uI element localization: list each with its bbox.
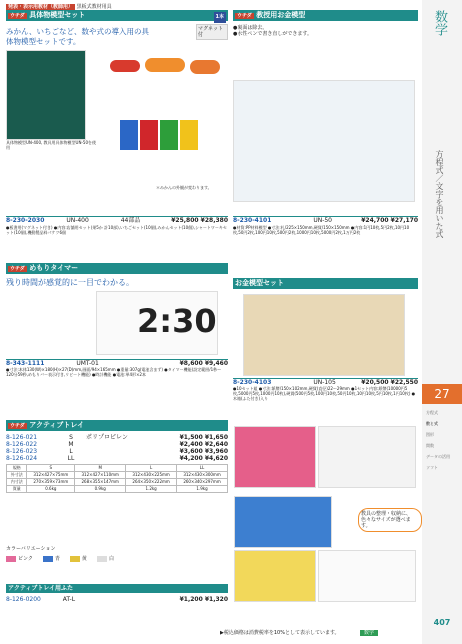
tag-badge: 1本	[214, 12, 226, 23]
spec-desc: ●寸法:本体130(W)×180(H)×27(D)mm,画面/94×165mm ●重量:307g(電池含まず) ●タイマー機能(設定範囲/1秒〜120分59秒,めもりバー表示付き,リピート機能) ●時計機能 ●電池:単4形×2本	[6, 367, 222, 377]
spec-desc: ●板書用(マグネット付き) ●内容:店舗用セット(果5か 計10部),いちごセット(10個),みかんセット(10個),シャートワーキセット(10個),機動製品料パケツ6個	[6, 225, 227, 235]
section-memory-timer	[6, 263, 228, 393]
note: ＊みかんの外観が変わります。	[156, 185, 212, 190]
lid-price-row: 8-126-0200 AT-L ¥1,200 ¥1,320	[6, 596, 228, 603]
price-row: 8-230-2030 UN-400 44部品 ¥25,800 ¥28,380	[6, 217, 228, 224]
fruit-photo	[90, 50, 228, 180]
sidebar-item[interactable]: 方程式	[426, 410, 438, 415]
price-row: 8-230-4101 UN-50 ¥24,700 ¥27,170	[233, 217, 418, 224]
color-swatches: ピンク 青 黄 白	[6, 556, 114, 562]
sidebar-item[interactable]: 関数	[426, 443, 434, 448]
timer-display: 2:30	[137, 302, 217, 340]
sidebar-item[interactable]: 数と式	[426, 421, 438, 426]
brand-logo: ウチダ	[10, 266, 25, 272]
top-note: 発表・表示用教材（教師用） 黒板式教材用具	[8, 4, 112, 10]
sidebar-category: 方程式／文字を用いた式	[435, 150, 444, 238]
price-row: 8-230-4103 UN-105 ¥20,500 ¥22,550	[233, 379, 418, 386]
spec-desc: ●10セット組 ●寸法:紙幣/150×102mm,硬貨(直径)22〜29mm ●1セット内容:紙幣(10000円5枚,5000円5枚,1000円10枚),硬貨(500円5枚,100円10枚,50円10枚,10円10枚,5円10枚,1円10枚) ●木箱(ふた付き)入り	[233, 386, 416, 401]
section-tab[interactable]: 27	[422, 384, 462, 404]
section-money-model	[233, 10, 418, 260]
timer-photo	[96, 291, 218, 355]
page-number: 407	[433, 618, 451, 627]
spec-table: 規格 S M L LL 外寸法 312×427×75mm 312×427×110mm 312×430×225mm 312×430×300mm 内寸法 270×359×73mm 268×355×147mm 264×350×222mm 260×340×297mm 質量 0.6kg 0.9kg 1.2kg 1.9kg	[6, 464, 228, 493]
section-active-tray	[6, 420, 418, 635]
lid-title: アクティブトレイ用ふた	[6, 584, 228, 593]
footer-label: 数学	[360, 630, 378, 636]
sidebar	[422, 0, 462, 644]
board-photo	[6, 50, 86, 140]
section-subtitle: みかん、いちごなど、数や式の導入用の具体物模型セットです。	[6, 27, 149, 46]
tray-photo-white	[318, 426, 416, 488]
brand-logo: ウチダ	[10, 423, 25, 429]
section-title: 教授用お金模型	[256, 11, 306, 19]
brand-logo: ウチダ	[237, 13, 252, 19]
section-money-set	[233, 278, 418, 401]
tray-photo-pink	[234, 426, 316, 488]
brand-logo: ウチダ	[10, 13, 25, 19]
color-label: カラーバリエーション	[6, 546, 56, 552]
tray-photo-blue	[234, 496, 332, 548]
sidebar-item[interactable]: データの活用	[426, 454, 450, 459]
tray-photo-yellow	[234, 550, 316, 602]
money-photo	[233, 80, 415, 202]
sidebar-menu	[426, 410, 450, 476]
section-subtitle: 残り時間が感覚的に一目でわかる。	[6, 278, 134, 287]
section-title: めもりタイマー	[29, 264, 79, 272]
photo-caption: 具体物模型UN-400, 教具用具体物模型UN-50を使用	[6, 140, 96, 150]
spec-desc: ●材質:PP材料模型 ●寸法:札/225×150mm,硬貨/150×150mm ●内容:1円10枚,5円2枚,10円10枚,50円2枚,100円10枚,500円2枚,1000円10枚,5000円2枚,1万円2枚	[233, 225, 410, 235]
sidebar-title: 数学	[432, 10, 447, 36]
section-specimen-model	[6, 10, 228, 250]
magnet-label: マグネット付	[196, 24, 228, 40]
sidebar-item[interactable]: 図形	[426, 432, 434, 437]
money-set-photo	[243, 294, 405, 376]
price-list: 8-126-021 S ポリプロピレン ¥1,500 ¥1,650 8-126-022 M ¥2,400 ¥2,640 8-126-023 L ¥3,600 ¥3,960 8-126-024 LL ¥4,200 ¥4,620	[6, 434, 228, 462]
tray-photo-ll	[318, 550, 416, 602]
price-row: 8-343-1111 UMT-01 ¥8,600 ¥9,460	[6, 360, 228, 367]
footer-note: ▶税込価格は消費税率を10%として表示しています。	[220, 630, 340, 636]
section-title: 具体物模型セット	[29, 11, 86, 19]
sidebar-item[interactable]: ソフト	[426, 465, 438, 470]
section-title: アクティブトレイ	[29, 421, 85, 429]
bullet-list: ●裏面は除去。 ●水性ペンで書き直しができます。	[233, 25, 312, 37]
section-title: お金模型セット	[233, 278, 418, 289]
callout-bubble: 教具の整理・収納に、色々なサイズが選べます。	[358, 508, 422, 532]
